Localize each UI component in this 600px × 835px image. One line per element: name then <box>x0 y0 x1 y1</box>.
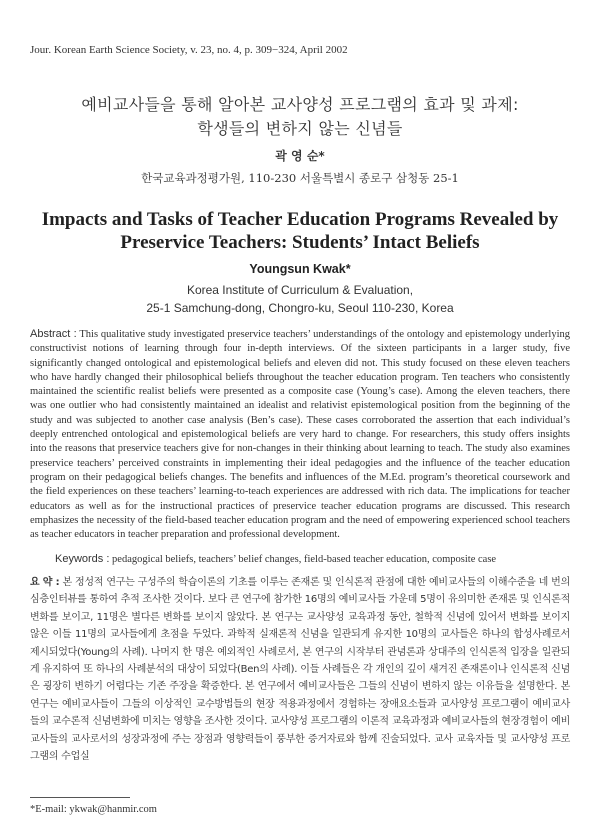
journal-citation: Jour. Korean Earth Science Society, v. 23, no. 4, p. 309−324, April 2002 <box>30 44 348 56</box>
english-title-line-2: Preservice Teachers: Students’ Intact Beliefs <box>120 232 480 253</box>
english-affiliation-line-1: Korea Institute of Curriculum & Evaluation, <box>186 283 414 297</box>
english-affiliation-line-2: 25-1 Samchung-dong, Chongro-ku, Seoul 110-230, Korea <box>146 301 454 315</box>
footnote-email: *E-mail: ykwak@hanmir.com <box>30 804 157 815</box>
footnote-divider <box>30 797 130 798</box>
korean-title-line-1: 예비교사들을 통해 알아본 교사양성 프로그램의 효과 및 과제: <box>81 95 519 114</box>
abstract-label: Abstract : <box>30 328 77 340</box>
english-author: Youngsun Kwak* <box>249 262 351 276</box>
abstract-text: This qualitative study investigated preservice teachers’ understandings of the ontology and epistemology underlying constructivist notions of learning through four in-depth interviews. Of the sixteen participants in a larger study, five significantly changed ontological and epistemological beliefs and eleven did not. This study focused on these eleven teachers who have hardly changed their philosophical beliefs throughout the teacher education program. Ten teachers who consistently maintained the scientific realist beliefs were presented as a composite case (Young’s case). Among the eleven teachers, there was one outlier who had consistently maintained an idealist and relativist epistemological position from the beginning of the study and was subjected to another case analysis (Ben’s case). These cases corroborated the assertion that each individual’s deeply entrenched ontological and epistemological beliefs are very hard to change. For researchers, this study offers insights into the reasons that preservice teachers give for non-changes in their thinking about learning to teach. The study also examines preservice teachers’ perceived constraints in implementing their ideal pedagogies and the influence of the teacher education program on their pedagogical beliefs changes. The benefits and influences of the M.Ed. program’s theoretical coursework and the field experiences on these teachers’ learning-to-teach experiences are addressed with rich data. The implications for teacher educators as well as for the instructional practices of preservice teacher education programs are discussed. This research emphasizes the necessity of the field-based teacher education program and the need of empowering experienced school teachers as teacher educators in teacher preparation and professional development. <box>30 329 570 541</box>
korean-title-line-2: 학생들의 변하지 않는 신념들 <box>197 119 403 138</box>
korean-affiliation: 한국교육과정평가원, 110-230 서울특별시 종로구 삼청동 25-1 <box>141 171 459 185</box>
keywords-text: pedagogical beliefs, teachers’ belief changes, field-based teacher education, composite case <box>112 554 497 565</box>
keywords-label: Keywords : <box>55 553 110 565</box>
abstract <box>30 328 570 542</box>
korean-abstract-text: 본 정성적 연구는 구성주의 학습이론의 기초를 이루는 존재론 및 인식론적 관점에 대한 예비교사들의 이해수준을 네 번의 심층인터뷰를 통하여 추적 조사한 것이다. 보다 큰 연구에 참가한 16명의 예비교사들 가운데 5명이 유의미한 존재론 및 인식론적 변화를 보이고, 11명은 별다른 변화를 보이지 않았다. 본 연구는 교사양성 교육과정 동안, 철학적 신념에 있어서 변화를 보이지 않은 이들 11명의 교사들에게 초점을 두었다. 과학적 실재론적 신념을 일관되게 유지한 10명의 교사들은 하나의 합성사례로서 제시되었다(Young의 사례). 나머지 한 명은 예외적인 사례로서, 본 연구의 시작부터 관념론과 상대주의 인식론적 입장을 일관되게 유지하여 또 하나의 사례분석의 대상이 되었다(Ben의 사례). 이들 사례들은 각 개인의 깊이 새겨진 존재론이나 인식론적 신념은 굉장히 변하기 어렵다는 기존 주장을 확증한다. 본 연구에서 예비교사들은 그들의 신념이 변하지 않는 이유들을 설명한다. 본 연구는 예비교사들이 그들의 이상적인 교수방법들의 현장 적용과정에서 경험하는 장애요소들과 교사양성 프로그램이 예비교사들의 교수론적 신념변화에 미치는 영향을 조사한 것이다. 교사양성 프로그램의 이론적 교육과정과 예비교사들의 현장경험이 예비교사들의 교사로서의 성장과정에 주는 장점과 영향력들이 풍부한 증거자료와 함께 진술되었다. 교사 교육자들 및 교사양성 프로그램의 수업실 <box>30 577 570 763</box>
english-title-line-1: Impacts and Tasks of Teacher Education Programs Revealed by <box>41 209 559 230</box>
korean-author: 곽 영 순* <box>275 149 325 163</box>
korean-abstract <box>30 574 570 765</box>
korean-abstract-label: 요 약 : <box>30 577 60 588</box>
keywords <box>55 553 575 565</box>
